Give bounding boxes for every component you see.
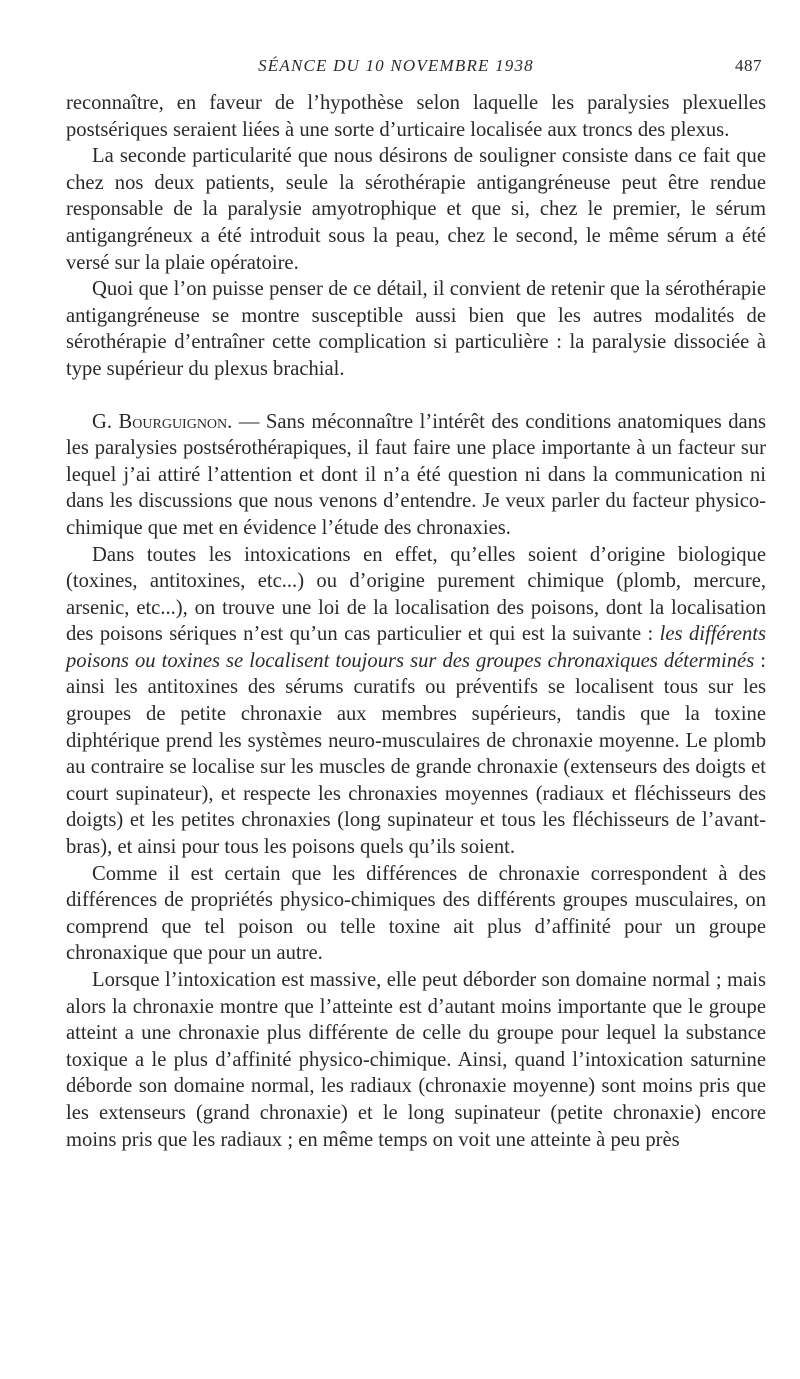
paragraph-differences-chronaxie: Comme il est certain que les différences de chronaxie correspondent à des différences de propriétés physico-chimiques des différents groupes musculaires, on comprend que tel poison ou telle toxine ait plus d’affinité pour un groupe chronaxique que pour un autre. <box>66 862 766 965</box>
running-title: SÉANCE DU 10 NOVEMBRE 1938 <box>258 56 534 75</box>
paragraph-continuation: reconnaître, en faveur de l’hypothèse selon laquelle les paralysies plexuelles postsériques seraient liées à une sorte d’urticaire localisée aux troncs des plexus. <box>66 92 766 141</box>
bourguignon-text: — Sans méconnaître l’intérêt des conditions anatomiques dans les paralysies postsérothérapiques, il faut faire une place importante à un facteur sur lequel j’ai attiré l’attention et dont il n’a été question ni dans la communication ni dans les discussions que nous venons d’entendre. Je veux parler du facteur physico-chimique que met en évidence l’étude des chronaxies. <box>66 410 766 539</box>
body-text <box>66 90 766 1153</box>
paragraph-seconde-particularite: La seconde particularité que nous désirons de souligner consiste dans ce fait que chez nos deux patients, seule la sérothérapie antigangréneuse peut être rendue responsable de la paralysie amyotrophique et que si, chez le premier, le sérum antigangréneux a été introduit sous la peau, chez le second, le même sérum a été versé sur la plaie opératoire. <box>66 145 766 274</box>
paragraph-intoxication-massive: Lorsque l’intoxication est massive, elle peut déborder son domaine normal ; mais alors la chronaxie montre que l’atteinte est d’autant moins importante que le groupe atteint a une chronaxie plus différente de celle du groupe pour lequel la substance toxique a le plus d’affinité physico-chimique. Ainsi, quand l’intoxication saturnine déborde son domaine normal, les radiaux (chronaxie moyenne) sont moins pris que les extenseurs (grand chronaxie) et le long supinateur (petite chronaxie) encore moins pris que les radiaux ; en même temps on voit une atteinte à peu près <box>66 969 766 1151</box>
intoxications-text-end: : ainsi les antitoxines des sérums curatifs ou préventifs se localisent tous sur les groupes de petite chronaxie aux membres supérieurs, tandis que la toxine diphtérique prend les systèmes neuro-musculaires de chronaxie moyenne. Le plomb au contraire se localise sur les muscles de grande chronaxie (extenseurs des doigts et court supinateur), et respecte les chronaxies moyennes (radiaux et fléchisseurs des doigts) et les petites chronaxies (long supinateur et tous les fléchisseurs de l’avant-bras), et ainsi pour tous les poisons quels qu’ils soient. <box>66 649 766 859</box>
author-name: G. Bourguignon. <box>92 410 233 433</box>
paragraph-intoxications <box>66 542 766 861</box>
intoxications-text-start: Dans toutes les intoxications en effet, qu’elles soient d’origine biologique (toxines, antitoxines, etc...) ou d’origine purement chimique (plomb, mercure, arsenic, etc...), on trouve une loi de la localisation des poisons, dont la localisation des poisons sériques n’est qu’un cas particulier et qui est la suivante : <box>66 543 766 646</box>
page-number: 487 <box>735 56 762 75</box>
running-head <box>66 56 766 82</box>
paragraph-bourguignon <box>66 409 766 542</box>
italic-law-statement: les différents poisons ou toxines se localisent toujours sur des groupes chronaxiques déterminés <box>66 623 766 672</box>
paragraph-quoi-que: Quoi que l’on puisse penser de ce détail, il convient de retenir que la sérothérapie antigangréneuse se montre susceptible aussi bien que les autres modalités de sérothérapie d’entraîner cette complication si particulière : la paralysie dissociée à type supérieur du plexus brachial. <box>66 278 766 380</box>
